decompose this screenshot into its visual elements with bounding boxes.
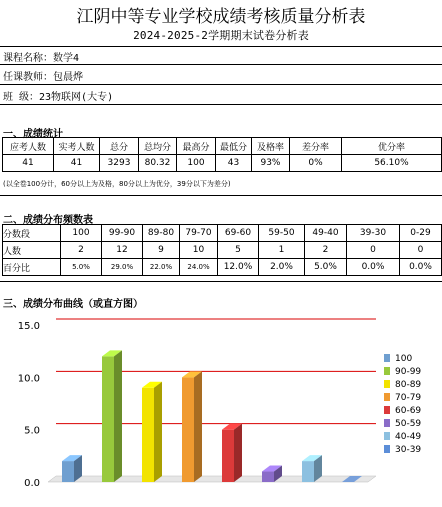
section-chart-title: 三、成绩分布曲线（或直方图） — [3, 299, 143, 310]
stats-header-cell: 最低分 — [216, 138, 252, 155]
count-cell: 10 — [180, 242, 218, 259]
y-tick-label: 10.0 — [17, 373, 40, 385]
legend-swatch — [384, 380, 390, 388]
percent-cell: 5.0% — [61, 259, 102, 276]
legend-label: 30-39 — [395, 445, 422, 455]
stats-header-cell: 总分 — [100, 138, 139, 155]
segment-cell: 69-60 — [218, 225, 259, 242]
row-label: 百分比 — [3, 259, 61, 276]
percent-row — [3, 259, 442, 276]
chart-bar — [102, 356, 114, 482]
teacher-name: 任课教师：包晨烨 — [3, 72, 83, 83]
chart-bar-side — [154, 382, 162, 482]
percent-cell: 29.0% — [102, 259, 143, 276]
percent-cell: 22.0% — [143, 259, 180, 276]
chart-floor — [48, 476, 376, 482]
segment-cell: 0-29 — [400, 225, 442, 242]
chart-svg — [0, 309, 441, 503]
chart-bar — [222, 430, 234, 482]
divider — [0, 46, 442, 47]
legend-swatch — [384, 393, 390, 401]
segment-cell: 99-90 — [102, 225, 143, 242]
chart-bar-side — [114, 350, 122, 482]
legend-label: 50-59 — [395, 419, 422, 429]
count-cell: 0 — [347, 242, 400, 259]
segment-cell: 59-50 — [259, 225, 305, 242]
stats-value-cell: 56.10% — [342, 155, 442, 172]
stats-header-row — [3, 138, 442, 155]
segment-cell: 49-40 — [305, 225, 347, 242]
percent-cell: 2.0% — [259, 259, 305, 276]
stats-value-cell: 43 — [216, 155, 252, 172]
stats-header-cell: 总均分 — [139, 138, 177, 155]
legend-label: 80-89 — [395, 380, 422, 390]
legend-swatch — [384, 432, 390, 440]
segment-cell: 89-80 — [143, 225, 180, 242]
stats-value-cell: 0% — [290, 155, 342, 172]
legend-label: 70-79 — [395, 393, 422, 403]
divider — [0, 64, 442, 65]
count-cell: 5 — [218, 242, 259, 259]
chart-bar-side — [194, 371, 202, 482]
course-name: 课程名称：数学4 — [3, 53, 80, 64]
stats-table — [2, 137, 442, 172]
y-tick-label: 15.0 — [17, 321, 40, 332]
percent-cell: 0.0% — [400, 259, 442, 276]
grading-note: (以全卷100分计，60分以上为及格，80分以上为优分，39分以下为差分) — [3, 180, 231, 188]
percent-cell: 12.0% — [218, 259, 259, 276]
legend-swatch — [384, 406, 390, 414]
percent-cell: 5.0% — [305, 259, 347, 276]
divider — [0, 104, 442, 105]
stats-header-cell: 优分率 — [342, 138, 442, 155]
stats-value-cell: 3293 — [100, 155, 139, 172]
chart-bar — [182, 377, 194, 482]
segment-cell: 100 — [61, 225, 102, 242]
stats-value-cell: 93% — [252, 155, 290, 172]
percent-cell: 24.0% — [180, 259, 218, 276]
stats-value-cell: 41 — [54, 155, 100, 172]
stats-header-cell: 及格率 — [252, 138, 290, 155]
count-cell: 2 — [61, 242, 102, 259]
count-cell: 9 — [143, 242, 180, 259]
chart-bar — [142, 388, 154, 482]
legend-swatch — [384, 445, 390, 453]
legend-swatch — [384, 354, 390, 362]
distribution-chart — [0, 309, 441, 503]
stats-value-cell: 80.32 — [139, 155, 177, 172]
legend-label: 60-69 — [395, 406, 422, 416]
stats-header-cell: 差分率 — [290, 138, 342, 155]
stats-header-cell: 实考人数 — [54, 138, 100, 155]
legend-label: 100 — [395, 354, 413, 364]
chart-bar — [302, 461, 314, 482]
legend-swatch — [384, 367, 390, 375]
stats-value-cell: 41 — [3, 155, 54, 172]
chart-bar-side — [234, 424, 242, 482]
section-distribution-title: 二、成绩分布频数表 — [3, 215, 93, 226]
segment-cell: 39-30 — [347, 225, 400, 242]
count-cell: 1 — [259, 242, 305, 259]
legend-label: 90-99 — [395, 367, 422, 377]
divider — [0, 281, 442, 282]
divider — [0, 84, 442, 85]
count-cell: 2 — [305, 242, 347, 259]
distribution-table — [2, 224, 442, 276]
y-tick-label: 5.0 — [24, 425, 40, 437]
stats-value-cell: 100 — [177, 155, 216, 172]
count-cell: 0 — [400, 242, 442, 259]
stats-header-cell: 应考人数 — [3, 138, 54, 155]
class-name: 班 级：23物联网(大专) — [3, 92, 114, 103]
legend-label: 40-49 — [395, 432, 422, 442]
chart-bar — [262, 472, 274, 482]
segment-row — [3, 225, 442, 242]
row-label: 人数 — [3, 242, 61, 259]
report-title: 江阴中等专业学校成绩考核质量分析表 — [76, 7, 366, 27]
divider — [0, 195, 442, 196]
report-subtitle: 2024-2025-2学期期末试卷分析表 — [133, 29, 309, 42]
segment-cell: 79-70 — [180, 225, 218, 242]
section-stats-title: 一、成绩统计 — [3, 129, 63, 140]
count-cell: 12 — [102, 242, 143, 259]
chart-bar — [62, 461, 74, 482]
count-row — [3, 242, 442, 259]
stats-value-row — [3, 155, 442, 172]
legend-swatch — [384, 419, 390, 427]
percent-cell: 0.0% — [347, 259, 400, 276]
stats-header-cell: 最高分 — [177, 138, 216, 155]
y-tick-label: 0.0 — [24, 478, 40, 489]
row-label: 分数段 — [3, 225, 61, 242]
